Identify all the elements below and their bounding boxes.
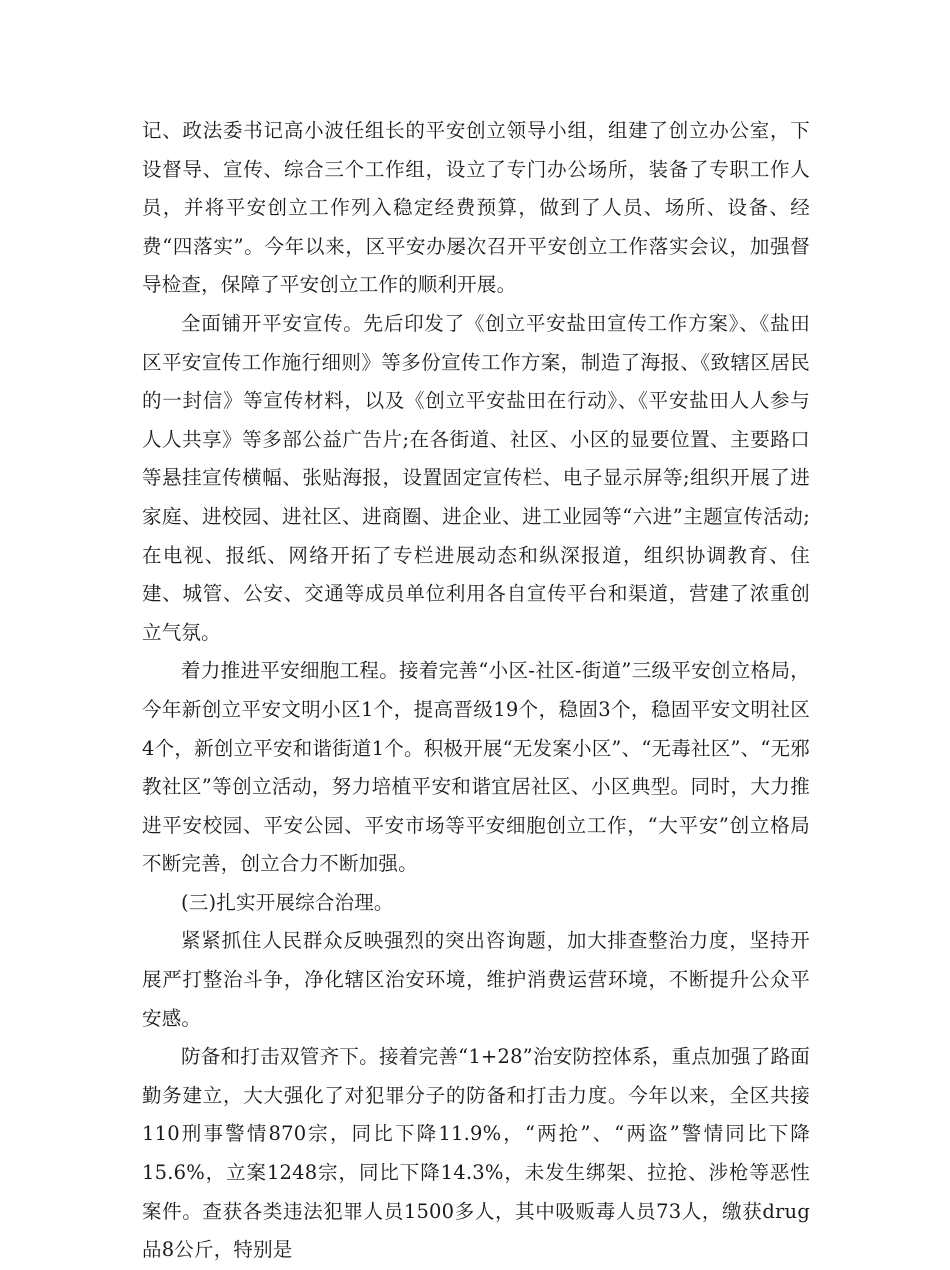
paragraph-prevention-strike: 防备和打击双管齐下。接着完善“1+28”治安防控体系，重点加强了路面勤务建立，大大强化了对犯罪分子的防备和打击力度。今年以来，全区共接110刑事警情870宗，同比下降11.9%，“两抢”、“两盗”警情同比下降15.6%，立案1248宗，同比下降14.3%，未发生绑架、拉抢、涉枪等恶性案件。查获各类违法犯罪人员1500多人，其中吸贩毒人员73人，缴获drug品8公斤，特别是 <box>142 1045 810 1262</box>
section-heading-comprehensive-governance: (三)扎实开展综合治理。 <box>181 890 394 914</box>
paragraph-cell-project: 着力推进平安细胞工程。接着完善“小区-社区-街道”三级平安创立格局，今年新创立平安文明小区1个，提高晋级19个，稳固3个，稳固平安文明社区4个，新创立平安和谐街道1个。积极开展“无发案小区”、“无毒社区”、“无邪教社区”等创立活动，努力培植平安和谐宜居社区、小区典型。同时，大力推进平安校园、平安公园、平安市场等平安细胞创立工作，“大平安”创立格局不断完善，创立合力不断加强。 <box>142 659 810 876</box>
paragraph-publicity: 全面铺开平安宣传。先后印发了《创立平安盐田宣传工作方案》、《盐田区平安宣传工作施行细则》等多份宣传工作方案，制造了海报、《致辖区居民的一封信》等宣传材料，以及《创立平安盐田在行动》、《平安盐田人人参与人人共享》等多部公益广告片;在各街道、社区、小区的显要位置、主要路口等悬挂宣传横幅、张贴海报，设置固定宣传栏、电子显示屏等;组织开展了进家庭、进校园、进社区、进商圈、进企业、进工业园等“六进”主题宣传活动;在电视、报纸、网络开拓了专栏进展动态和纵深报道，组织协调教育、住建、城管、公安、交通等成员单位利用各自宣传平台和渠道，营建了浓重创立气氛。 <box>142 311 810 644</box>
paragraph-leadership-group: 记、政法委书记高小波任组长的平安创立领导小组，组建了创立办公室，下设督导、宣传、综合三个工作组，设立了专门办公场所，装备了专职工作人员，并将平安创立工作列入稳定经费预算，做到了人员、场所、设备、经费“四落实”。今年以来，区平安办屡次召开平安创立工作落实会议，加强督导检查，保障了平安创立工作的顺利开展。 <box>142 119 810 297</box>
document-page <box>142 112 810 1270</box>
paragraph-public-concerns: 紧紧抓住人民群众反映强烈的突出咨询题，加大排查整治力度，坚持开展严打整治斗争，净化辖区治安环境，维护消费运营环境，不断提升公众平安感。 <box>142 929 810 1030</box>
